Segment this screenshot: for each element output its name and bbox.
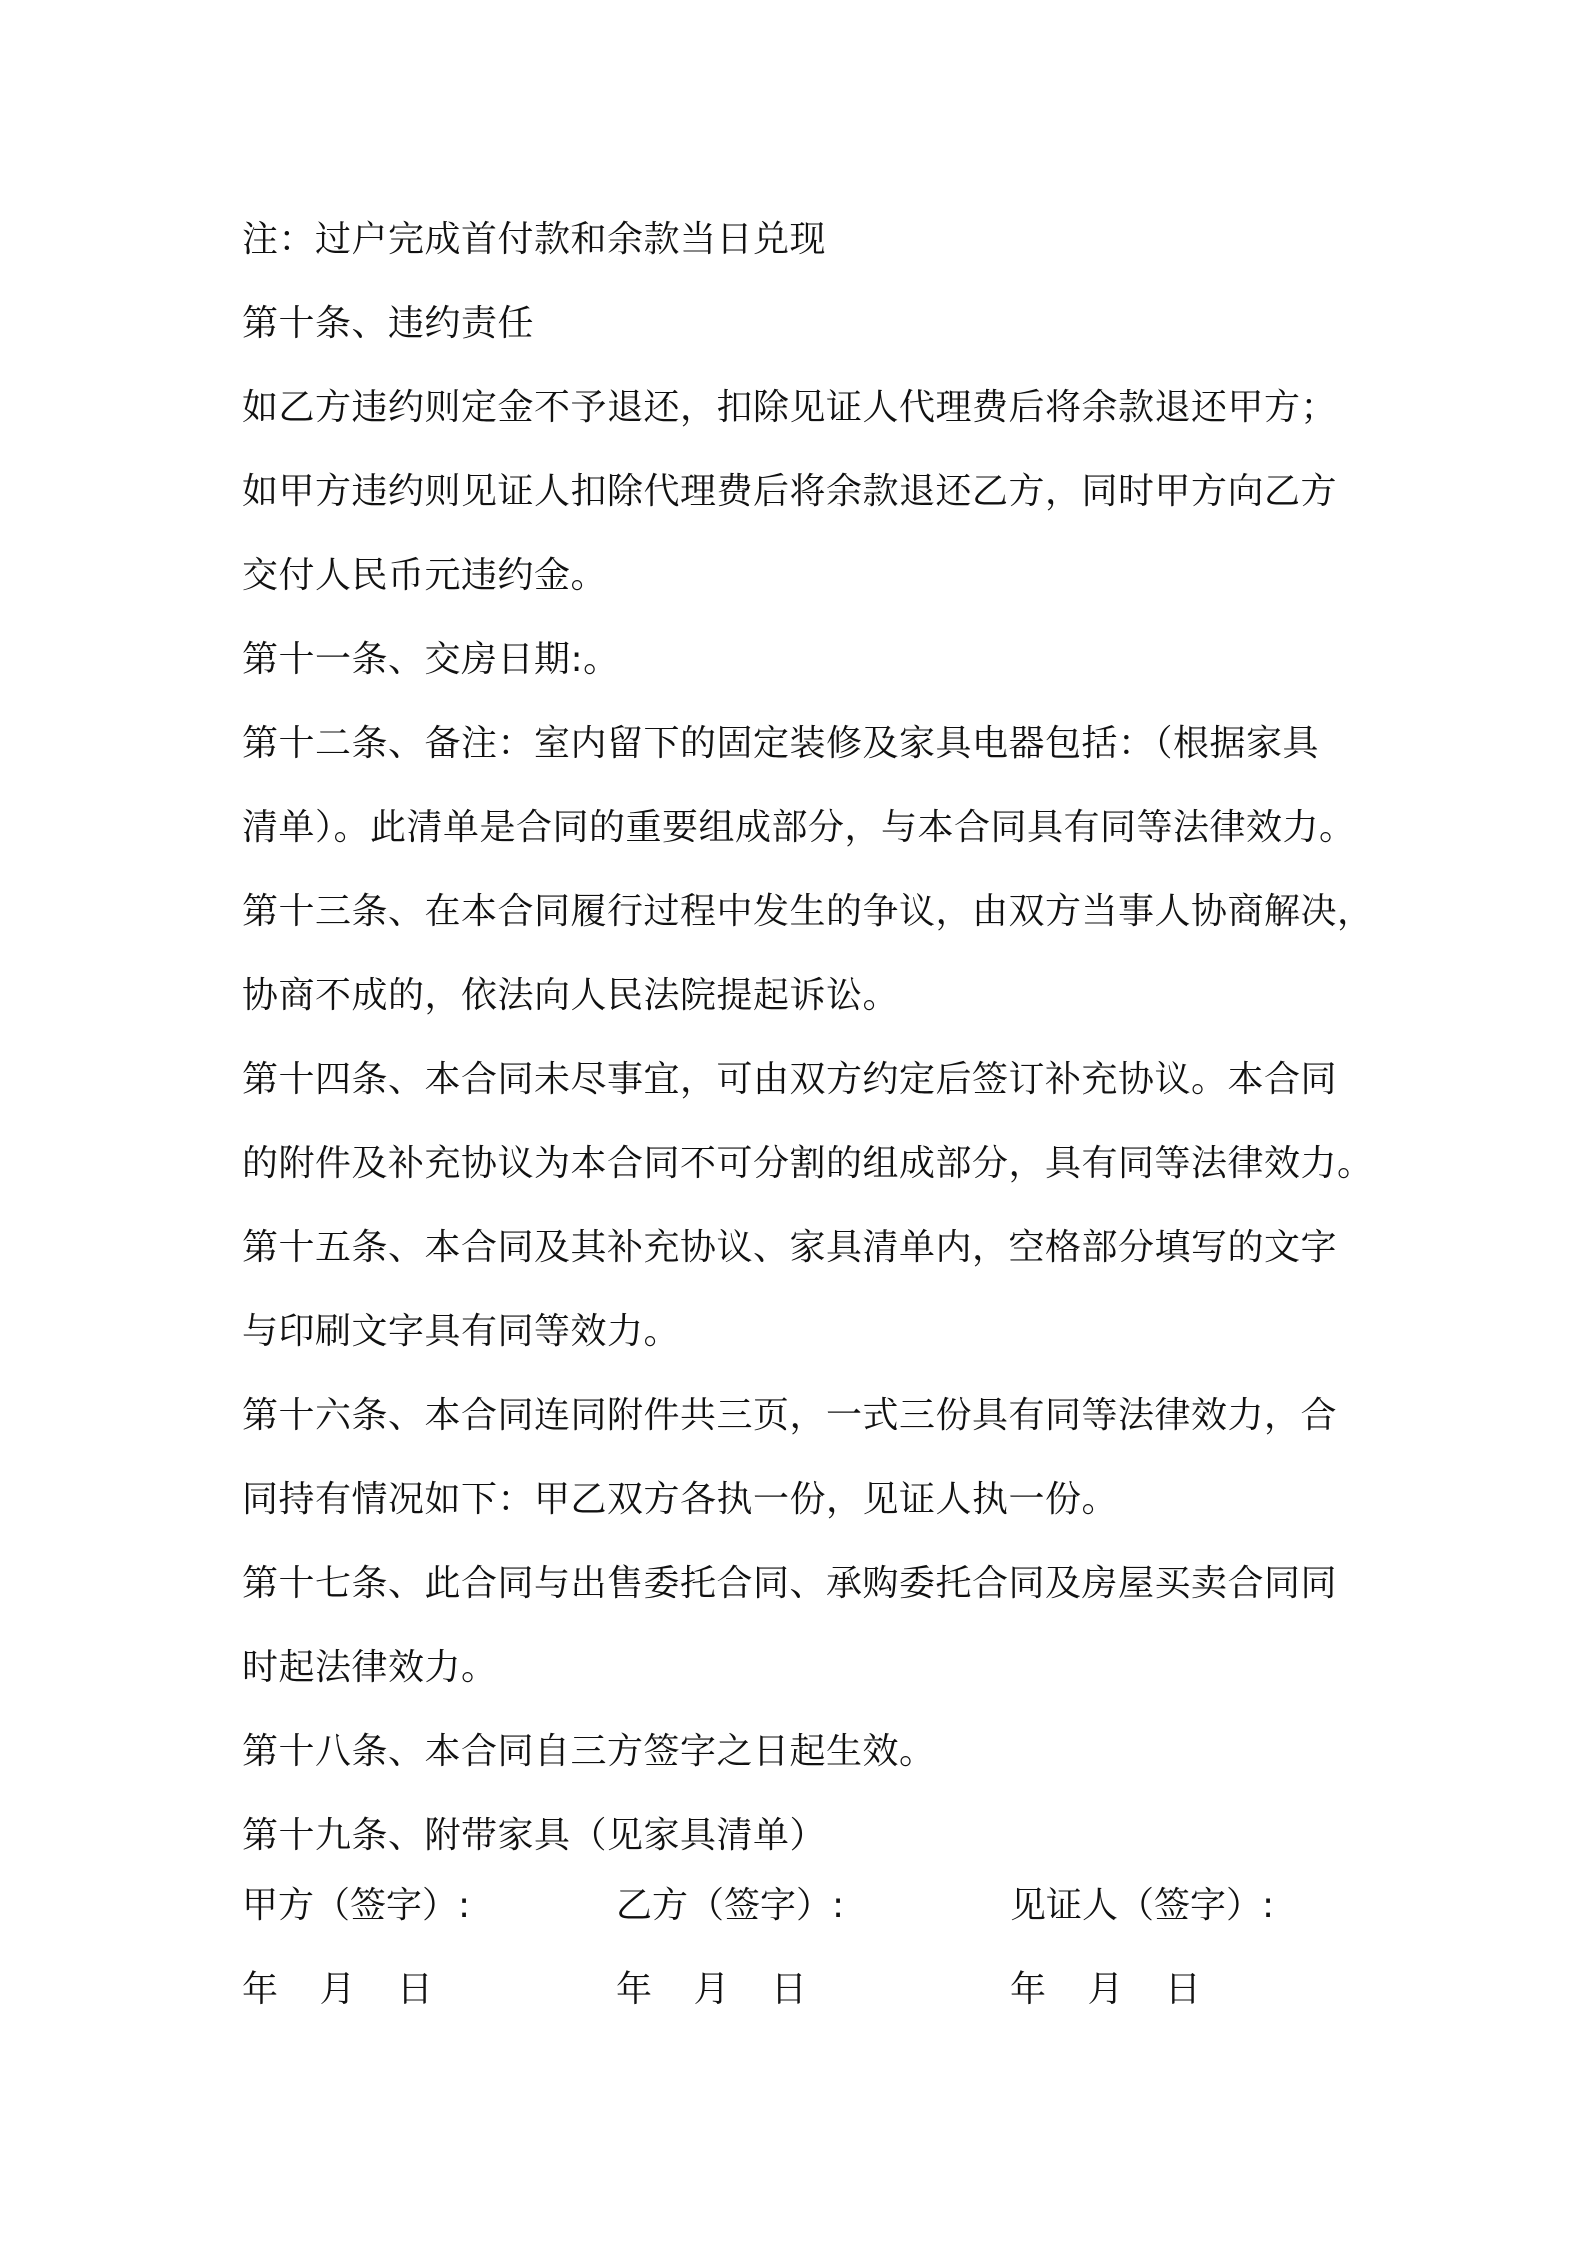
- signature-block: [242, 1864, 1382, 2032]
- article-10-text-line-3: 交付人民币元违约金。: [242, 555, 608, 596]
- article-15-text-line-1: 第十五条、本合同及其补充协议、家具清单内，空格部分填写的文字: [242, 1227, 1338, 1268]
- article-10-text-line-1: 如乙方违约则定金不予退还，扣除见证人代理费后将余款退还甲方；: [242, 387, 1338, 428]
- article-12-text-line-1: 第十二条、备注：室内留下的固定装修及家具电器包括：（根据家具: [242, 723, 1320, 764]
- party-b-date: 年 月 日: [616, 1969, 807, 2010]
- article-18-text: 第十八条、本合同自三方签字之日起生效。: [242, 1731, 936, 1772]
- contract-body: [242, 198, 1382, 1878]
- article-13-text-line-2: 协商不成的，依法向人民法院提起诉讼。: [242, 975, 900, 1016]
- article-11-text: 第十一条、交房日期:。: [242, 639, 620, 680]
- witness-date: 年 月 日: [1010, 1969, 1201, 2010]
- article-14-text-line-1: 第十四条、本合同未尽事宜，可由双方约定后签订补充协议。本合同: [242, 1059, 1338, 1100]
- party-a-signature-label: 甲方（签字）:: [242, 1885, 471, 1926]
- signature-row: [242, 1864, 1382, 1948]
- article-12-text-line-2: 清单）。此清单是合同的重要组成部分，与本合同具有同等法律效力。: [242, 807, 1356, 848]
- article-14-text-line-2: 的附件及补充协议为本合同不可分割的组成部分，具有同等法律效力。: [242, 1143, 1374, 1184]
- article-10-heading: 第十条、违约责任: [242, 303, 535, 344]
- article-17-text-line-1: 第十七条、此合同与出售委托合同、承购委托合同及房屋买卖合同同: [242, 1563, 1338, 1604]
- party-b-signature-label: 乙方（签字）:: [616, 1885, 845, 1926]
- date-row: [242, 1948, 1382, 2032]
- article-15-text-line-2: 与印刷文字具有同等效力。: [242, 1311, 681, 1352]
- article-10-text-line-2: 如甲方违约则见证人扣除代理费后将余款退还乙方，同时甲方向乙方: [242, 471, 1338, 512]
- article-13-text-line-1: 第十三条、在本合同履行过程中发生的争议，由双方当事人协商解决，: [242, 891, 1374, 932]
- party-a-date: 年 月 日: [242, 1969, 433, 2010]
- witness-signature-label: 见证人（签字）:: [1010, 1885, 1275, 1926]
- article-16-text-line-2: 同持有情况如下：甲乙双方各执一份，见证人执一份。: [242, 1479, 1119, 1520]
- article-16-text-line-1: 第十六条、本合同连同附件共三页，一式三份具有同等法律效力，合: [242, 1395, 1338, 1436]
- article-17-text-line-2: 时起法律效力。: [242, 1647, 498, 1688]
- note-line: 注：过户完成首付款和余款当日兑现: [242, 219, 827, 260]
- article-19-text: 第十九条、附带家具（见家具清单）: [242, 1815, 827, 1856]
